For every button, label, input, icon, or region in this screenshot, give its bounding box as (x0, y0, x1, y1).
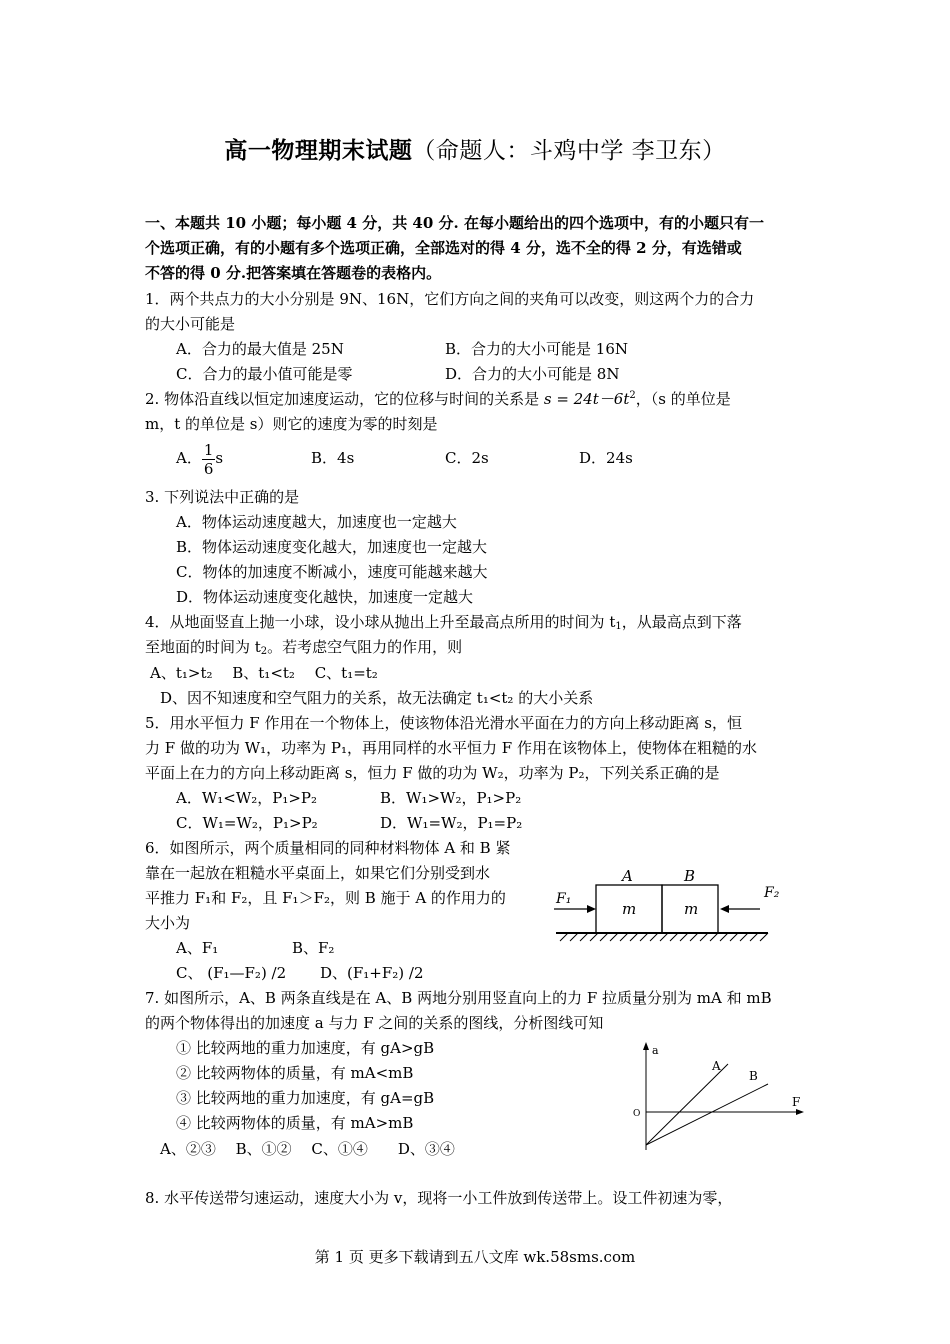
line-a (646, 1064, 728, 1145)
q6-option-b: B、F₂ (292, 939, 335, 957)
q8-stem-line-1: 8. 水平传送带匀速运动，速度大小为 v，现将一小工件放到传送带上。设工件初速为零， (145, 1189, 733, 1207)
q2-stem-line-1 (145, 387, 731, 411)
block-b-label: B (684, 867, 696, 885)
q4-text-b: ，从最高点到下落 (621, 613, 742, 631)
line-b (646, 1084, 768, 1145)
q6-stem-line-4: 大小为 (145, 914, 191, 932)
title-rest: （命题人：斗鸡中学 李卫东） (412, 138, 726, 164)
f2-label: F₂ (764, 885, 780, 901)
q1-stem-line-2: 的大小可能是 (145, 315, 236, 333)
q6-stem-line-2: 靠在一起放在粗糙水平桌面上，如果它们分别受到水 (145, 864, 491, 882)
q7-statement-4: ④ 比较两物体的质量，有 mA>mB (176, 1114, 414, 1132)
q7-statement-2: ② 比较两物体的质量，有 mA<mB (176, 1064, 414, 1082)
section-instructions-line-2: 个选项正确，有的小题有多个选项正确，全部选对的得 4 分，选不全的得 2 分，有选错或 (145, 239, 742, 257)
q5-option-d: D．W₁=W₂，P₁=P₂ (380, 814, 523, 832)
q2-option-a-prefix: A． (176, 449, 202, 467)
q1-option-b: B．合力的大小可能是 16N (445, 340, 629, 358)
q5-stem-line-3: 平面上在力的方向上移动距离 s，恒力 F 做的功为 W₂，功率为 P₂，下列关系正确的是 (145, 764, 720, 782)
q7-statement-3: ③ 比较两地的重力加速度，有 gA=gB (176, 1089, 435, 1107)
q2-stem-text-a: 2. 物体沿直线以恒定加速度运动，它的位移与时间的关系是 (145, 390, 544, 408)
q1-option-a: A．合力的最大值是 25N (176, 340, 344, 358)
q2-stem-text-b: ，（s 的单位是 (635, 390, 731, 408)
q6-stem-line-1: 6．如图所示，两个质量相同的同种材料物体 A 和 B 紧 (145, 839, 511, 857)
block-a-mass: m (622, 900, 637, 918)
q4-text-a: 4．从地面竖直上抛一小球，设小球从抛出上升至最高点所用的时间为 t (145, 613, 616, 631)
q1-option-d: D．合力的大小可能是 8N (445, 365, 620, 383)
fraction-denominator: 6 (203, 459, 214, 478)
q5-option-c: C．W₁=W₂，P₁>P₂ (176, 814, 318, 832)
q3-option-b: B．物体运动速度变化越大，加速度也一定越大 (176, 538, 488, 556)
q2-formula-exp: 2 (629, 390, 636, 401)
q2-option-a-fraction (202, 441, 216, 478)
q3-stem: 3. 下列说法中正确的是 (145, 488, 300, 506)
q5-option-a: A．W₁<W₂，P₁>P₂ (176, 789, 318, 807)
block-b-mass: m (684, 900, 699, 918)
q3-option-d: D．物体运动速度变化越快，加速度一定越大 (176, 588, 474, 606)
q6-option-c: C、 (F₁—F₂) /2 (176, 964, 287, 982)
q1-option-c: C．合力的最小值可能是零 (176, 365, 353, 383)
q2-option-a-unit: s (215, 449, 224, 467)
q2-option-d: D．24s (579, 449, 633, 467)
y-axis-label: a (652, 1044, 659, 1057)
q6-option-d: D、(F₁+F₂) /2 (320, 964, 424, 982)
q2-stem-line-2: m，t 的单位是 s）则它的速度为零的时刻是 (145, 415, 438, 433)
q4-text-d: 。若考虑空气阻力的作用，则 (267, 638, 463, 656)
q7-stem-line-1: 7. 如图所示，A、B 两条直线是在 A、B 两地分别用竖直向上的力 F 拉质量分别为 mA 和 mB (145, 989, 772, 1007)
section-instructions-line-1: 一、本题共 10 小题；每小题 4 分，共 40 分. 在每小题给出的四个选项中，有的小题只有一 (145, 214, 764, 232)
page-footer: 第 1 页 更多下载请到五八文库 wk.58sms.com (314, 1248, 636, 1266)
block-a-label: A (622, 867, 633, 885)
q7-options: A、②③ B、①② C、①④ D、③④ (160, 1140, 455, 1158)
q5-stem-line-1: 5．用水平恒力 F 作用在一个物体上，使该物体沿光滑水平面在力的方向上移动距离 s，恒 (145, 714, 742, 732)
q6-blocks-diagram (550, 862, 780, 952)
q7-statement-1: ① 比较两地的重力加速度，有 gA>gB (176, 1039, 435, 1057)
q5-stem-line-2: 力 F 做的功为 W₁，功率为 P₁，再用同样的水平恒力 F 作用在该物体上，使物体在粗糙的水 (145, 739, 757, 757)
origin-label: O (633, 1109, 641, 1119)
q6-stem-line-3: 平推力 F₁和 F₂，且 F₁＞F₂，则 B 施于 A 的作用力的 (145, 889, 506, 907)
q7-stem-line-2: 的两个物体得出的加速度 a 与力 F 之间的关系的图线，分析图线可知 (145, 1014, 604, 1032)
q4-stem-line-2: 至地面的时间为 $t_2$。若考虑空气阻力的作用，则 (145, 638, 463, 657)
x-axis-label: F (792, 1095, 801, 1109)
section-instructions-line-3: 不答的得 0 分.把答案填在答题卷的表格内。 (145, 264, 442, 282)
q6-option-a: A、F₁ (176, 939, 219, 957)
f1-label: F₁ (556, 891, 572, 907)
q4-text-c: 至地面的时间为 t (145, 638, 261, 656)
fraction-numerator: 1 (203, 440, 214, 459)
q1-stem-line-1: 1．两个共点力的大小分别是 9N、16N，它们方向之间的夹角可以改变，则这两个力的合力 (145, 290, 755, 308)
y-axis-arrowhead (643, 1042, 649, 1050)
f2-arrowhead (720, 905, 729, 913)
page-title (0, 132, 950, 165)
f1-arrowhead (587, 905, 596, 913)
q4-options-abc: A、t₁>t₂ B、t₁<t₂ C、t₁=t₂ (150, 664, 378, 682)
line-b-label: B (749, 1069, 758, 1083)
ground-hatching (560, 933, 768, 941)
q2-option-c: C．2s (445, 449, 489, 467)
q2-option-b: B．4s (311, 449, 355, 467)
q2-formula: s = 24t－6t (543, 390, 630, 408)
q4-stem-line-1: 4．从地面竖直上抛一小球，设小球从抛出上升至最高点所用的时间为 $t_1$，从最高点到下落 (145, 613, 742, 632)
q7-graph (628, 1040, 808, 1160)
q5-option-b: B．W₁>W₂，P₁>P₂ (380, 789, 522, 807)
q2-option-a (176, 440, 223, 478)
line-a-label: A (712, 1059, 721, 1073)
q4-option-d: D、因不知速度和空气阻力的关系，故无法确定 t₁<t₂ 的大小关系 (160, 689, 594, 707)
q3-option-c: C．物体的加速度不断减小，速度可能越来越大 (176, 563, 488, 581)
x-axis-arrowhead (796, 1109, 804, 1115)
title-bold: 高一物理期末试题 (224, 137, 413, 164)
q3-option-a: A．物体运动速度越大，加速度也一定越大 (176, 513, 457, 531)
